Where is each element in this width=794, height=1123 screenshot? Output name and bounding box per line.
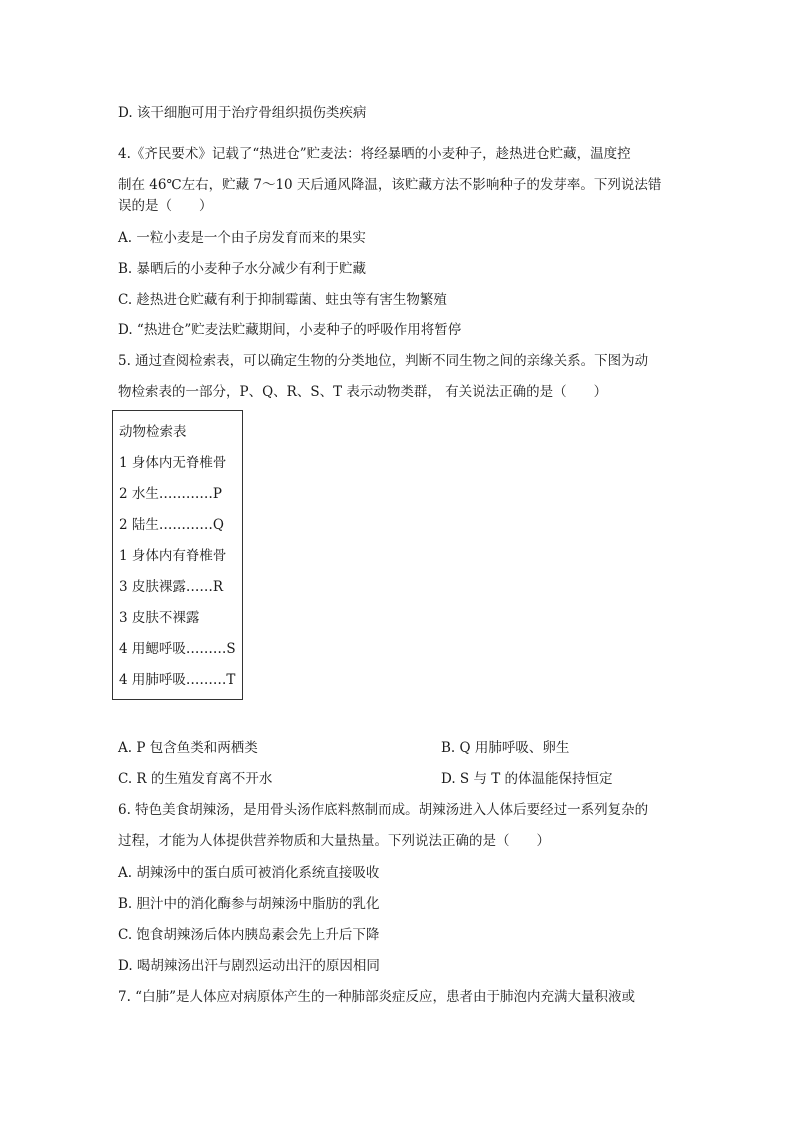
- q4-option-b: B. 暴晒后的小麦种子水分减少有利于贮藏: [118, 261, 367, 277]
- key-row: 1 身体内有脊椎骨: [119, 548, 227, 564]
- q6-option-a: A. 胡辣汤中的蛋白质可被消化系统直接吸收: [118, 865, 380, 881]
- q5-option-a: A. P 包含鱼类和两栖类: [118, 740, 258, 756]
- key-row: 4 用鳃呼吸………S: [119, 641, 236, 657]
- q4-stem-line-1: 4.《齐民要术》记载了“热进仓”贮麦法：将经暴晒的小麦种子，趁热进仓贮藏，温度控: [118, 146, 631, 162]
- key-row: 4 用肺呼吸………T: [119, 672, 236, 688]
- key-table-title: 动物检索表: [119, 424, 187, 440]
- key-row: 2 陆生…………Q: [119, 517, 224, 533]
- key-row: 2 水生…………P: [119, 486, 222, 502]
- q4-stem-line-2: 制在 46℃左右，贮藏 7～10 天后通风降温，该贮藏方法不影响种子的发芽率。下列说法错: [118, 177, 662, 193]
- q6-option-c: C. 饱食胡辣汤后体内胰岛素会先上升后下降: [118, 927, 380, 943]
- q4-stem-line-3: 误的是（ ）: [118, 198, 213, 214]
- q6-stem-line-2: 过程，才能为人体提供营养物质和大量热量。下列说法正确的是（ ）: [118, 833, 550, 849]
- q6-stem-line-1: 6. 特色美食胡辣汤，是用骨头汤作底料熬制而成。胡辣汤进入人体后要经过一系列复杂的: [118, 802, 649, 818]
- q4-option-c: C. 趁热进仓贮藏有利于抑制霉菌、蛀虫等有害生物繁殖: [118, 292, 447, 308]
- q5-option-d: D. S 与 T 的体温能保持恒定: [441, 771, 613, 787]
- q5-option-b: B. Q 用肺呼吸、卵生: [441, 740, 570, 756]
- q5-stem-line-1: 5. 通过查阅检索表，可以确定生物的分类地位，判断不同生物之间的亲缘关系。下图为动: [118, 353, 649, 369]
- q5-stem-line-2: 物检索表的一部分，P、Q、R、S、T 表示动物类群， 有关说法正确的是（ ）: [118, 384, 608, 400]
- q7-stem-line-1: 7. “白肺”是人体应对病原体产生的一种肺部炎症反应，患者由于肺泡内充满大量积液或: [118, 989, 635, 1005]
- key-row: 3 皮肤裸露……R: [119, 579, 224, 595]
- q4-option-d: D. “热进仓”贮麦法贮藏期间，小麦种子的呼吸作用将暂停: [118, 322, 462, 338]
- key-row: 1 身体内无脊椎骨: [119, 455, 227, 471]
- animal-key-table: [112, 410, 243, 700]
- q6-option-d: D. 喝胡辣汤出汗与剧烈运动出汗的原因相同: [118, 958, 380, 974]
- key-row: 3 皮肤不裸露: [119, 610, 200, 626]
- q5-option-c: C. R 的生殖发育离不开水: [118, 771, 273, 787]
- q6-option-b: B. 胆汁中的消化酶参与胡辣汤中脂肪的乳化: [118, 896, 380, 912]
- q3-option-d: D. 该干细胞可用于治疗骨组织损伤类疾病: [118, 105, 367, 121]
- q4-option-a: A. 一粒小麦是一个由子房发育而来的果实: [118, 230, 366, 246]
